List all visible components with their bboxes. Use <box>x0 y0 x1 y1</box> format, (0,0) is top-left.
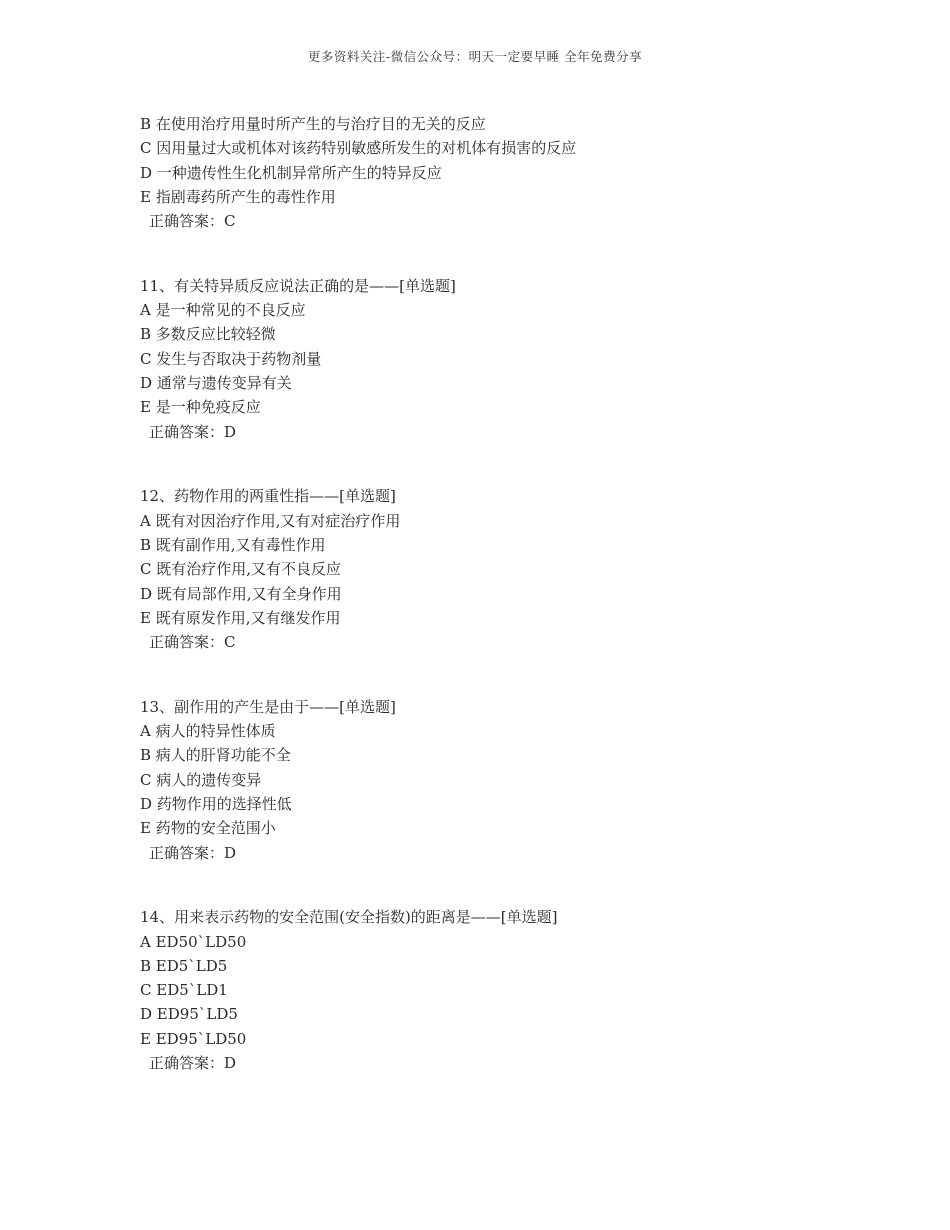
option-e: E 既有原发作用,又有继发作用 <box>140 608 341 627</box>
option-a: A 是一种常见的不良反应 <box>140 301 306 320</box>
question-block-13 <box>140 695 840 865</box>
correct-answer: 正确答案：C <box>149 212 236 231</box>
option-d: D 既有局部作用,又有全身作用 <box>140 584 342 603</box>
question-block-10-continued <box>140 112 840 233</box>
correct-answer: 正确答案：D <box>149 843 237 862</box>
option-b: B 在使用治疗用量时所产生的与治疗目的无关的反应 <box>140 115 486 133</box>
question-stem: 14、用来表示药物的安全范围(安全指数)的距离是——[单选题] <box>140 908 558 927</box>
option-d: D 一种遗传性生化机制异常所产生的特异反应 <box>140 163 442 182</box>
option-e: E ED95`LD50 <box>140 1029 247 1048</box>
option-c: C 病人的遗传变异 <box>140 770 262 789</box>
page-header: 更多资料关注-微信公众号：明天一定要早睡 全年免费分享 <box>307 49 643 64</box>
option-a: A 病人的特异性体质 <box>140 722 276 741</box>
option-b: B 病人的肝肾功能不全 <box>140 746 291 765</box>
correct-answer: 正确答案：C <box>149 633 236 652</box>
option-e: E 指剧毒药所产生的毒性作用 <box>140 187 336 206</box>
question-block-11 <box>140 274 840 444</box>
question-stem: 13、副作用的产生是由于——[单选题] <box>140 697 396 716</box>
option-d: D 通常与遗传变异有关 <box>140 374 292 393</box>
correct-answer: 正确答案：D <box>149 1054 237 1073</box>
question-stem: 12、药物作用的两重性指——[单选题] <box>140 487 396 506</box>
question-block-14 <box>140 905 840 1075</box>
option-b: B ED5`LD5 <box>140 956 228 975</box>
option-b: B 既有副作用,又有毒性作用 <box>140 535 326 554</box>
option-a: A ED50`LD50 <box>140 932 247 951</box>
option-a: A 既有对因治疗作用,又有对症治疗作用 <box>140 511 401 530</box>
option-d: D 药物作用的选择性低 <box>140 795 292 813</box>
option-b: B 多数反应比较轻微 <box>140 325 276 344</box>
document-body <box>140 112 840 1075</box>
correct-answer: 正确答案：D <box>149 422 237 441</box>
option-c: C 发生与否取决于药物剂量 <box>140 349 322 368</box>
option-e: E 是一种免疫反应 <box>140 398 261 417</box>
option-d: D ED95`LD5 <box>140 1005 238 1024</box>
question-stem: 11、有关特异质反应说法正确的是——[单选题] <box>140 276 456 295</box>
option-e: E 药物的安全范围小 <box>140 819 276 838</box>
option-c: C 因用量过大或机体对该药特别敏感所发生的对机体有损害的反应 <box>140 139 577 158</box>
option-c: C ED5`LD1 <box>140 981 228 1000</box>
option-c: C 既有治疗作用,又有不良反应 <box>140 560 342 579</box>
question-block-12 <box>140 484 840 654</box>
